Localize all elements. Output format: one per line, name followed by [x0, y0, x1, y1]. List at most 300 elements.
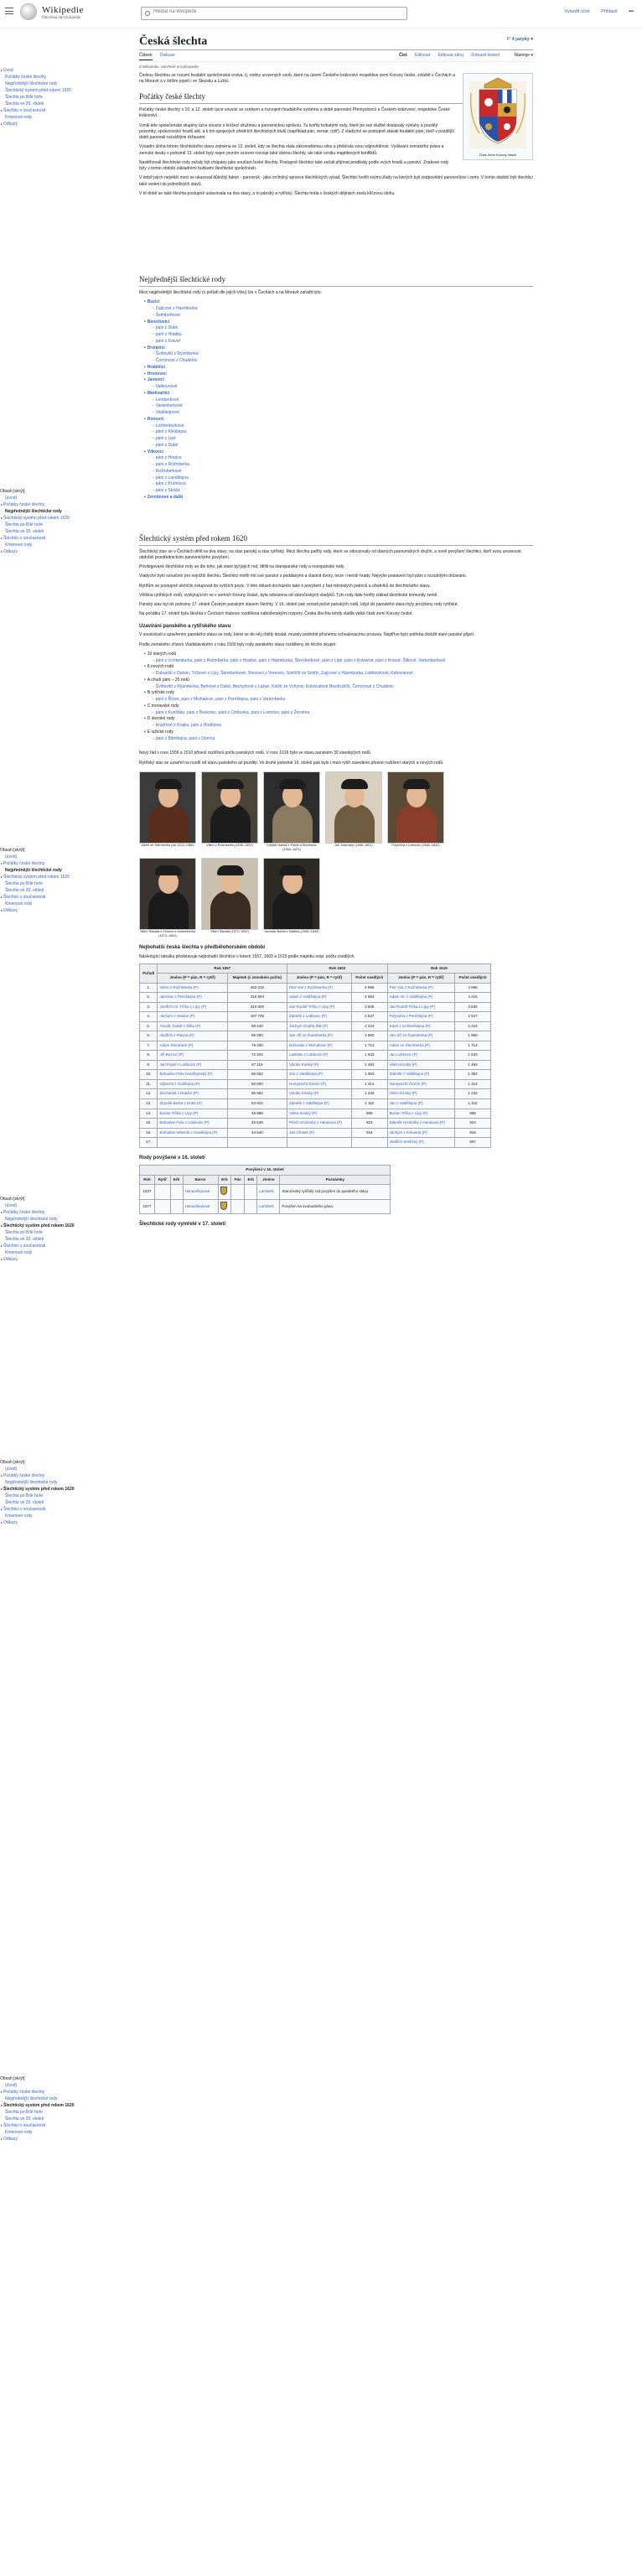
person-link[interactable]: Adam Šternberk (P) — [159, 1042, 194, 1047]
person-link[interactable]: Vilém Kinský (P) — [389, 1062, 417, 1067]
person-link[interactable]: Jáchym z Kolowrat (P) — [389, 1130, 427, 1135]
group-members[interactable]: ◦ Dubanští z Duban, Trčkové z Lípy, Šternberkové, Vresovci z Vresovic, Smiřičtí ze Smiřic, Zajícové z Házmburka, Lobkovicové, Kolovratové — [153, 671, 533, 678]
toc-item[interactable]: ▸ Odkazy — [0, 907, 84, 914]
toc-item[interactable]: Kmenové rody — [5, 115, 33, 120]
toc-item[interactable]: ▸ Odkazy — [0, 548, 84, 555]
tab-history[interactable]: Zobrazit historii — [471, 53, 500, 58]
table-row — [140, 1012, 491, 1022]
toc-heading[interactable]: Obsah [skrýt] — [0, 489, 25, 494]
person-link[interactable]: Vilém z Rožmberka (P) — [159, 984, 199, 989]
table-cell — [287, 1002, 352, 1012]
table-cell — [287, 1031, 352, 1041]
col-header: Počet osedlých — [351, 974, 387, 984]
person-link[interactable]: Ladislav z Lobkovic (P) — [289, 1052, 329, 1057]
person-link[interactable]: Burian Trčka z Lípy (P) — [389, 1110, 428, 1115]
house-branch-link[interactable]: ◦ Švihovští z Rýzmberka — [153, 351, 533, 358]
toc-item[interactable]: Šlechta po Bílé hoře — [5, 522, 44, 527]
house-sublist — [153, 325, 533, 345]
person-link[interactable]: Polyxena z Pernštejna (P) — [389, 1014, 433, 1019]
table-cell: 958 — [351, 1109, 387, 1119]
more-options-icon[interactable]: ••• — [629, 9, 634, 14]
toc-item[interactable]: (úvod) — [5, 1203, 18, 1208]
person-link[interactable]: Václav Kinský (P) — [289, 1091, 319, 1096]
table-cell — [287, 1021, 352, 1031]
table-row — [140, 1138, 491, 1148]
person-link[interactable]: Zbyněk Berka z Dubé (P) — [159, 1101, 202, 1105]
toc-item-active[interactable]: Nejpřednější šlechtické rody — [5, 509, 62, 514]
group-members[interactable]: ◦ páni z Lichtenburka, páni z Rožmberka, páni z Hradce, páni z Házmburka, Šternberkové, páni z Lipé, páni z Kolowrat, páni z Kravař, Šlikové, Vartenberkové — [153, 658, 533, 665]
language-button[interactable]: ⚐ 4 jazyky ▾ — [506, 37, 533, 42]
table-cell: 315 804 — [227, 993, 287, 1003]
person-link[interactable]: Jan Popel z Lobkovic (P) — [159, 1062, 202, 1067]
toc-item[interactable]: Šlechtický systém před rokem 1620 — [5, 88, 71, 93]
paragraph: Nový řád v roce 1556 a 1610 přinesl rozšíření počtu panských rodů. V roce 1616 bylo ve stavu panském 30 starobylých rodů. — [139, 750, 372, 756]
table-cell — [170, 1185, 183, 1200]
subsection-heading-closing: Uzavírání panského a rytířského stavu — [139, 623, 231, 629]
table-cell — [158, 1031, 227, 1041]
table-cell: 4 683 — [351, 993, 387, 1003]
wikipedia-globe-icon[interactable] — [20, 3, 37, 20]
portrait-image[interactable] — [201, 858, 258, 930]
table-cell: 1 714 — [455, 1041, 491, 1051]
table-cell: 99 240 — [227, 1021, 287, 1031]
person-link[interactable]: Adam ml. z Valdštejna (P) — [389, 995, 433, 1000]
main-menu-icon[interactable] — [5, 8, 13, 14]
group-item — [144, 690, 533, 704]
toc-item[interactable]: Nejpřednější šlechtické rody — [5, 2096, 58, 2101]
table-cell — [158, 1119, 227, 1129]
toc-heading[interactable]: Obsah [skrýt] — [0, 1197, 25, 1202]
toc-item[interactable]: ▸ Šlechtici v současnosti — [0, 894, 84, 901]
portrait-image[interactable] — [263, 771, 320, 844]
toc-item[interactable]: Nejpřednější šlechtické rody — [5, 1217, 58, 1222]
group-members[interactable]: ◦ páni z Říčan, páni z Michalovic, páni z Pernštejna, páni z Vartenberka — [153, 697, 533, 704]
portrait-item[interactable] — [325, 771, 382, 853]
toc-item[interactable]: Kmenové rody — [5, 1250, 33, 1255]
toc-item[interactable]: ▸ Šlechtici v současnosti — [0, 107, 84, 114]
person-link[interactable]: Bohuslav z Michalovic (P) — [289, 1042, 333, 1047]
table-cell: 1 353 — [455, 1070, 491, 1080]
portrait-item[interactable] — [201, 771, 258, 853]
house-link[interactable]: Hrabišici — [147, 364, 165, 370]
site-wordmark[interactable]: Wikipedie — [42, 5, 84, 15]
table-cell: 1 533 — [351, 1051, 387, 1061]
person-link[interactable]: Jindřich z Plavna (P) — [159, 1033, 194, 1038]
tab-discussion[interactable]: Diskuse — [159, 53, 175, 58]
house-branch-link[interactable]: ◦ páni z Hrádku — [153, 332, 533, 339]
portrait-figure-hat — [403, 779, 430, 789]
person-link[interactable]: Jan Chotek (P) — [289, 1130, 315, 1135]
person-link[interactable]: Jan z Valdštejna (P) — [389, 1101, 423, 1105]
person-link[interactable]: Adam ze Šternberka (P) — [389, 1042, 430, 1047]
toc-item[interactable]: Nejpřednější šlechtické rody — [5, 81, 58, 86]
portrait-figure-body — [148, 804, 189, 844]
table-cell — [287, 1109, 352, 1119]
person-link[interactable]: Jan Jiří ze Švamberka (P) — [289, 1033, 333, 1038]
toc-item[interactable]: Šlechta ve 20. století — [5, 888, 44, 893]
table-cell: 10. — [140, 1070, 158, 1080]
person-link[interactable]: Jaroslav z Pernštejna (P) — [159, 995, 202, 1000]
toc-item[interactable]: ▸ Počátky české šlechty — [0, 860, 84, 867]
toc-item[interactable]: Šlechta po Bílé hoře — [5, 1230, 44, 1235]
person-link[interactable]: Karel z Lichtenštejna (P) — [389, 1023, 431, 1028]
table-cell: 60 000 — [227, 1079, 287, 1089]
house-branch-link[interactable]: ◦ páni z Dubé — [153, 325, 533, 332]
portrait-image[interactable] — [263, 858, 320, 930]
portrait-figure-body — [210, 804, 251, 844]
col-header: Počet osedlých — [455, 974, 491, 984]
site-tagline: Otevřená encyklopedie — [42, 16, 81, 20]
paragraph: Následující tabulka představuje nejbohatší šlechtice v letech 1557, 1603 a 1615 podle majetku resp. počtu osedlých. — [139, 953, 355, 959]
paragraph: Na počátku 17. století byla šlechta v Čechách hluboce rozdělena náboženskými rozpory. Česká šlechta tehdy vládla velké části zemí Koruny české. — [139, 611, 413, 617]
sidebar-toc — [0, 2075, 84, 2142]
portrait-figure-hat — [279, 779, 306, 789]
portrait-item[interactable] — [201, 858, 258, 939]
toc-item[interactable]: Šlechta po Bílé hoře — [5, 881, 44, 886]
table-cell: 12. — [140, 1089, 158, 1099]
toc-item[interactable]: ▸ Šlechtický systém před rokem 1620 — [0, 874, 84, 880]
house-branch-link[interactable]: ◦ páni z Landštejna — [153, 475, 533, 482]
table-cell: 13. — [140, 1099, 158, 1109]
person-link[interactable]: Jan Rudolf Trčka z Lípy (P) — [289, 1004, 335, 1009]
house-branch-link[interactable]: ◦ páni z Lipé — [153, 436, 533, 443]
house-branch-link[interactable]: ◦ Zajícové z Házmburka — [153, 306, 533, 313]
house-branch-link[interactable]: ◦ páni z Kravař — [153, 339, 533, 345]
table-cell — [170, 1199, 183, 1214]
table-cell: 1 714 — [351, 1041, 387, 1051]
paragraph: Rytířský stav se uzavřel na rozdíl od stavu panského až později. Ve druhé polovině 16. století pak bylo i mezi rytíři zavedeno přesné rozlišení starých a nových rodů. — [139, 760, 444, 766]
col-header: Jméno (P = pán, R = rytíř) — [158, 974, 227, 984]
toc-item[interactable]: Šlechta po Bílé hoře — [5, 95, 44, 100]
toc-item[interactable]: (úvod) — [5, 1467, 18, 1472]
toc-heading[interactable]: Obsah [skrýt] — [0, 1460, 25, 1465]
paragraph: Vladyctví bylo označení pro nejnižší šlechtu. Šlechtici mohli mít své panství s poddanými a vlastnit dvory, tvrze i menší hrady. Nejvýše postavení byli páni s rozsáhlými državami. — [139, 574, 467, 579]
toc-heading[interactable]: Obsah [skrýt] — [0, 848, 25, 853]
group-name: D slezské rody — [147, 716, 175, 722]
table-row — [140, 993, 491, 1003]
family-link[interactable]: Lamberk — [259, 1189, 274, 1194]
tools-menu[interactable]: Nástroje ▾ — [514, 53, 533, 58]
table-cell — [231, 1199, 245, 1214]
paragraph: Vznik této společenské skupiny úzce souvisí s knížecí družinou a panovnickou správou. Tu tvořily bohatými rody, které po své službě dostávaly výsluhy a později pozemky, správcovství hradů atd. a k tím spojených úředních šlechtických titulů (například pán, vernar, rytíř). Z vladyctví se postupně stávali feudální páni, kteří v pozdější době panovali rozsáhlými državami. — [139, 122, 454, 141]
toc-item[interactable]: ▸ Úvod — [0, 67, 84, 74]
table-cell — [287, 1099, 352, 1109]
house-link[interactable]: Benešovici — [147, 319, 170, 325]
toc-item[interactable]: ▸ Odkazy — [0, 1256, 84, 1263]
table-cell: 1 483 — [455, 1060, 491, 1070]
house-branch-link[interactable]: ◦ páni z Rožmberka — [153, 462, 533, 469]
table-cell — [387, 983, 454, 993]
house-branch-link[interactable]: ◦ Vartenberkové — [153, 403, 533, 410]
house-branch-link[interactable]: ◦ Šelmberkové — [153, 313, 533, 319]
house-link[interactable]: Hronovici — [147, 371, 167, 377]
person-link[interactable]: Jan z Valdštejna (P) — [289, 1072, 323, 1077]
paragraph: Rytířům se postupně ulehčilo vstupovat do vyšších pozic. V této oblasti docházelo také k povýšení z řad městských patriciů a úředníků do šlechtického stavu. — [139, 583, 431, 589]
group-members[interactable]: ◦ páni z Kunštátu, páni z Boskovic, páni z Cimburka, páni z Lomnice, páni z Žerotína — [153, 710, 533, 717]
col-header: Majetek (v zemském počtu) — [227, 974, 287, 984]
portrait-item[interactable] — [263, 858, 320, 939]
toc-item[interactable]: (úvod) — [5, 854, 18, 860]
house-link[interactable]: Zerotínové a další — [147, 494, 184, 500]
portrait-caption: Vilém z Rožmberka (1535–1592) — [206, 843, 253, 847]
house-link[interactable]: Drslavici — [147, 345, 165, 351]
paragraph: V té době se také šlechta postupně ustavovala na dva stavy, a to pánský a rytířský. Šlechta hrála v českých dějinách zcela klíčovou úlohu. — [139, 190, 396, 196]
person-link[interactable]: Vilém Kinský (P) — [389, 1091, 417, 1096]
toc-item[interactable]: ▸ Počátky české šlechty — [0, 1209, 84, 1216]
person-link[interactable]: Albrecht z Gutštejna (P) — [159, 1081, 200, 1086]
family-link[interactable]: Lamberk — [259, 1203, 274, 1208]
person-link[interactable]: Zdeněk z Valdštejna (P) — [389, 1072, 430, 1077]
house-branch-link[interactable]: ◦ páni z Dubé — [153, 443, 533, 449]
table-cell: 916 — [455, 1128, 491, 1138]
person-link[interactable]: Adam z Valdštejna (P) — [289, 995, 327, 1000]
person-link[interactable]: Václav Kinský (P) — [289, 1062, 319, 1067]
create-account-link[interactable]: Vytvořit účet — [564, 9, 590, 14]
portrait-image[interactable] — [325, 771, 382, 844]
table-cell: 2 224 — [351, 1021, 387, 1031]
group-item — [144, 716, 533, 730]
person-link[interactable]: Jan Jiří ze Švamberka (P) — [389, 1033, 433, 1038]
toc-item[interactable]: Šlechta ve 20. století — [5, 101, 44, 106]
person-link[interactable]: Jiří Bezruč (P) — [159, 1052, 184, 1057]
login-link[interactable]: Přihlásit — [601, 9, 618, 14]
table-cell — [287, 993, 352, 1003]
house-link[interactable]: Markvartici — [147, 390, 170, 396]
house-branch-link[interactable]: ◦ páni z Krumlova — [153, 481, 533, 488]
person-link[interactable]: Jáchym z Hradce (P) — [159, 1014, 195, 1019]
person-link[interactable]: Bohuslav Felix z Lobkovic (P) — [159, 1120, 210, 1125]
person-link[interactable]: Arnošt, hrabě z Šliku (P) — [159, 1023, 201, 1028]
portrait-figure-hat — [155, 865, 182, 875]
table-cell — [183, 1199, 218, 1214]
person-link[interactable]: Zachariáš z Hradce (P) — [159, 1091, 199, 1096]
table-cell — [287, 983, 352, 993]
coat-of-arms-icon[interactable] — [220, 1202, 227, 1210]
house-branch-link[interactable]: ◦ Valkounové — [153, 384, 533, 391]
toc-item[interactable]: ▸ Odkazy — [0, 121, 84, 127]
table-row — [140, 1031, 491, 1041]
toc-item[interactable]: ▸ Šlechtický systém před rokem 1620 — [0, 515, 84, 522]
house-branch-link[interactable]: ◦ Černínové z Chudenic — [153, 358, 533, 365]
search-icon — [145, 11, 150, 16]
table-cell: 3 845 — [351, 1002, 387, 1012]
portrait-image[interactable] — [387, 771, 444, 844]
table-cell: 67 116 — [227, 1060, 287, 1070]
table-cell — [387, 1119, 454, 1129]
tab-edit-source[interactable]: Editovat zdroj — [437, 53, 463, 58]
table-cell: 7. — [140, 1041, 158, 1051]
house-sublist — [153, 397, 533, 417]
table-cell — [387, 1128, 454, 1138]
toc-item[interactable]: ▸ Šlechtici v současnosti — [0, 2122, 84, 2129]
table-cell: 16. — [140, 1128, 158, 1138]
table-cell: 1577 — [140, 1199, 155, 1214]
portrait-figure-hat — [217, 865, 244, 875]
toc-item-active[interactable]: ▸ Šlechtický systém před rokem 1620 — [0, 1223, 84, 1229]
person-link[interactable]: Zdeněk Hrzánský z Harasova (P) — [389, 1120, 445, 1125]
toc-item[interactable]: Šlechta ve 20. století — [5, 1500, 44, 1505]
table-row — [140, 1109, 491, 1119]
house-item — [144, 449, 533, 495]
table-cell — [387, 1060, 454, 1070]
portrait-item[interactable] — [387, 771, 444, 853]
toc-item[interactable]: Kmenové rody — [5, 1514, 33, 1519]
group-members[interactable]: ◦ páni z Bibrštejna, páni z Donína — [153, 736, 533, 743]
person-link[interactable]: Jáchym Ondřej Šlik (P) — [289, 1023, 329, 1028]
table-cell: 1 483 — [351, 1060, 387, 1070]
col-header: Erb — [245, 1175, 257, 1185]
toc-item[interactable]: Kmenové rody — [5, 543, 33, 548]
house-item — [144, 319, 533, 345]
group-item — [144, 704, 533, 717]
tab-read[interactable]: Číst — [399, 53, 407, 58]
paragraph: Výsadní úloha tohoto šlechtického stavu zejména ve 13. století, kdy se šlechta stala zákonodárnou silou a přebírala svou odpovědnost. Vydávání zemského práva a zemské desky v polovině 13. století byly nejen prvním vzorem rozvoje také úlohou šlechty, ale také vzniku majetkových konfliktů. — [139, 144, 444, 156]
subsection-heading-century: Rody povýšené v 16. století — [139, 1155, 205, 1161]
toc-item[interactable]: Kmenové rody — [5, 2130, 33, 2135]
person-link[interactable]: Humprecht Černín (P) — [389, 1081, 427, 1086]
portrait-figure-hat — [279, 865, 306, 875]
coat-of-arms-icon[interactable] — [220, 1187, 227, 1195]
toc-item[interactable]: Nejpřednější šlechtické rody — [5, 1480, 58, 1485]
table-cell — [387, 1012, 454, 1022]
house-branch-link[interactable]: ◦ Lemberkové — [153, 397, 533, 404]
toc-item[interactable]: ▸ Počátky české šlechty — [0, 1472, 84, 1479]
table-cell: 1 960 — [351, 1031, 387, 1041]
portrait-image[interactable] — [139, 858, 196, 930]
toc-item-active[interactable]: Nejpřednější šlechtické rody — [5, 868, 62, 873]
family-link[interactable]: Hanavštejnové — [184, 1189, 210, 1194]
table-cell — [158, 1002, 227, 1012]
group-name: C moravské rody — [147, 703, 179, 709]
search-box[interactable] — [141, 7, 407, 20]
toc-item[interactable]: ▸ Odkazy — [0, 2136, 84, 2142]
groups-list — [144, 652, 533, 743]
house-branch-link[interactable]: ◦ Lichtenburkové — [153, 423, 533, 430]
house-link[interactable]: Ronovci — [147, 416, 164, 422]
person-link[interactable]: Jindřich Smiřický (P) — [389, 1140, 424, 1145]
table-cell: 1 960 — [455, 1031, 491, 1041]
group-members[interactable]: ◦ Krajířové z Krajku, páni z Hodějova — [153, 723, 533, 730]
group-sublist — [153, 723, 533, 730]
table-cell: 1 110 — [455, 1099, 491, 1109]
toc-item-active[interactable]: ▸ Šlechtický systém před rokem 1620 — [0, 2102, 84, 2109]
table-cell — [387, 1109, 454, 1119]
person-link[interactable]: Jan Lobkovic (P) — [389, 1052, 418, 1057]
portrait-item[interactable] — [263, 771, 320, 853]
person-link[interactable]: Humprecht Černín (P) — [289, 1081, 327, 1086]
person-link[interactable]: Bohuslav Velemík z Hasištejna (P) — [159, 1130, 218, 1135]
toc-item[interactable]: Šlechta ve 20. století — [5, 529, 44, 534]
person-link[interactable]: Vilém Kinský (P) — [289, 1110, 317, 1115]
house-link[interactable]: Janovici — [147, 377, 164, 383]
coat-of-arms-image[interactable] — [466, 76, 530, 150]
house-branch-link[interactable]: ◦ Valdštejnové — [153, 410, 533, 417]
table-cell: 2. — [140, 993, 158, 1003]
toc-item[interactable]: ▸ Šlechtici v současnosti — [0, 535, 84, 542]
table-cell: 96 000 — [227, 1031, 287, 1041]
house-branch-link[interactable]: ◦ páni z Klinštejna — [153, 429, 533, 436]
portrait-item[interactable] — [139, 858, 196, 939]
person-link[interactable]: Bohuslav Felix Hasištejnský (P) — [159, 1072, 213, 1077]
toc-item[interactable]: ▸ Šlechtici v současnosti — [0, 1243, 84, 1249]
toc-item[interactable]: ▸ Šlechtici v současnosti — [0, 1506, 84, 1513]
toc-item[interactable]: ▸ Odkazy — [0, 1519, 84, 1526]
tab-edit[interactable]: Editovat — [415, 53, 431, 58]
toc-item-active[interactable]: ▸ Šlechtický systém před rokem 1620 — [0, 1486, 84, 1493]
toc-item[interactable]: (úvod) — [5, 496, 18, 501]
subsection-heading-wealth: Nejbohatší česká šlechta v předbělohorském období — [139, 944, 266, 950]
portrait-figure-hat — [217, 779, 244, 789]
house-branch-link[interactable]: ◦ Rožmberkové — [153, 469, 533, 475]
paragraph: Podle zemského zřízení Vladislavského z roku 1500 byly rody panského stavu rozděleny do těchto skupin: — [139, 641, 337, 647]
table-row — [140, 1041, 491, 1051]
sidebar-toc — [0, 488, 84, 555]
portrait-caption: Jan Jesenský (1566–1621) — [334, 843, 373, 847]
group-name: A chudí páni – 25 rodů — [147, 677, 189, 683]
house-link[interactable]: Buzici — [147, 299, 160, 305]
table-cell — [387, 1002, 454, 1012]
search-input[interactable] — [153, 9, 396, 14]
title-row — [139, 30, 533, 50]
toc-heading[interactable]: Obsah [skrýt] — [0, 2076, 25, 2081]
portrait-item[interactable] — [139, 771, 196, 853]
table-cell — [287, 1119, 352, 1129]
house-branch-link[interactable]: ◦ páni z Stráže — [153, 488, 533, 495]
house-item — [144, 495, 533, 501]
sidebar-toc — [0, 847, 84, 914]
toc-item[interactable]: Počátky české šlechty — [5, 75, 47, 80]
toc-item[interactable]: Šlechta po Bílé hoře — [5, 1493, 44, 1498]
person-link[interactable]: Jindřich ml. Trčka z Lípy (P) — [159, 1004, 206, 1009]
table-row — [140, 1128, 491, 1138]
portrait-caption: Jaroslav Bořita z Martinic (1582–1649) — [264, 929, 319, 933]
house-link[interactable]: Vítkovci — [147, 449, 163, 454]
toc-item[interactable]: Kmenové rody — [5, 901, 33, 906]
year-header: Rok 1603 — [287, 963, 388, 974]
portrait-caption: Vilém Slavata (1572–1652) — [210, 929, 249, 933]
toc-item[interactable]: Šlechta ve 20. století — [5, 1237, 44, 1242]
language-count: 4 jazyky — [511, 37, 530, 42]
person-link[interactable]: Zdeněk z Valdštejna (P) — [289, 1101, 329, 1105]
group-item — [144, 678, 533, 691]
person-link[interactable]: Petr Vok z Rožmberka (P) — [289, 984, 334, 989]
table-cell: 8. — [140, 1051, 158, 1061]
toc-item[interactable]: Šlechta ve 20. století — [5, 2116, 44, 2122]
table-cell — [158, 1128, 227, 1138]
person-link[interactable]: Burian Trčka z Lípy (P) — [159, 1110, 199, 1115]
person-link[interactable]: Přech Hrzánský z Harasova (P) — [289, 1120, 343, 1125]
toc-item[interactable]: Šlechta po Bílé hoře — [5, 2110, 44, 2115]
person-link[interactable]: Petr Vok z Rožmberka (P) — [389, 984, 433, 989]
house-item — [144, 365, 533, 371]
table-cell: 1 314 — [351, 1079, 387, 1089]
portrait-image[interactable] — [139, 771, 196, 844]
tab-article[interactable]: Článek — [139, 53, 153, 60]
toc-item[interactable]: (úvod) — [5, 2083, 18, 2088]
table-cell: 1 353 — [351, 1070, 387, 1080]
group-members[interactable]: ◦ Švihovští z Rýzmberka, Berkové z Dubé, Bechyňové z Lažan, Kinští ze Vchynic, Kolovratové Bezdružičtí, Černínové z Chudenic — [153, 684, 533, 691]
portrait-figure-hat — [341, 779, 368, 789]
person-link[interactable]: Zdeněk z Lobkovic (P) — [289, 1014, 327, 1019]
person-link[interactable]: Jan Rudolf Trčka z Lípy (P) — [389, 1004, 435, 1009]
family-link[interactable]: Hanavštejnové — [184, 1203, 210, 1208]
portrait-image[interactable] — [201, 771, 258, 844]
toc-item[interactable]: ▸ Počátky české šlechty — [0, 501, 84, 508]
house-branch-link[interactable]: ◦ páni z Hradce — [153, 455, 533, 462]
table-cell: 923 — [455, 1119, 491, 1129]
toc-item[interactable]: ▸ Počátky české šlechty — [0, 2089, 84, 2096]
table-cell: 1 533 — [455, 1051, 491, 1061]
